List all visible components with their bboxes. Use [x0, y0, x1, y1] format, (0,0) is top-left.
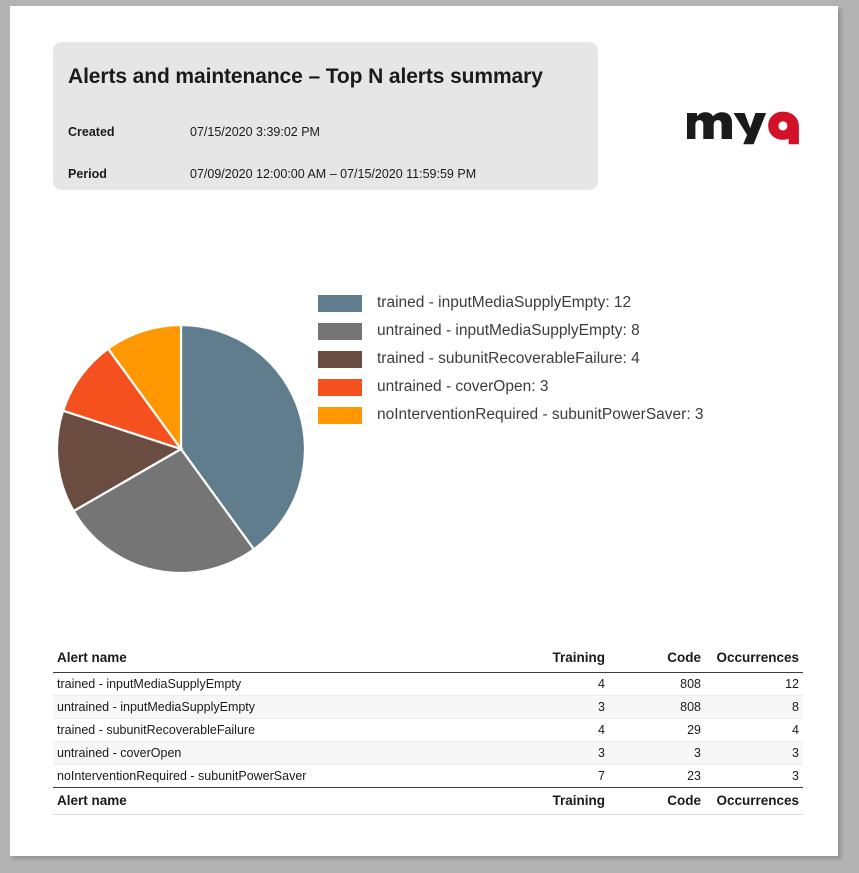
- legend-item[interactable]: [318, 373, 704, 401]
- period-value: 07/09/2020 12:00:00 AM – 07/15/2020 11:59:59 PM: [190, 167, 477, 181]
- report-header-card: [53, 42, 598, 190]
- table-row[interactable]: [53, 741, 803, 764]
- legend-swatch: [318, 323, 362, 340]
- page-title: Alerts and maintenance – Top N alerts summary: [68, 65, 543, 88]
- pie-chart[interactable]: [56, 324, 306, 574]
- cell-occurrences: 12: [785, 676, 799, 691]
- pie-chart-svg[interactable]: [56, 324, 306, 574]
- cell-code: 808: [680, 699, 701, 714]
- table-header-row: [53, 646, 803, 672]
- legend-swatch: [318, 351, 362, 368]
- cell-alert-name: untrained - coverOpen: [57, 745, 182, 760]
- table-footer-row: [53, 787, 803, 814]
- table-row[interactable]: [53, 718, 803, 741]
- table-row[interactable]: [53, 764, 803, 787]
- created-row: [68, 125, 588, 139]
- cell-occurrences: 3: [792, 745, 799, 760]
- cell-training: 3: [598, 699, 605, 714]
- table-row[interactable]: [53, 695, 803, 718]
- cell-alert-name: untrained - inputMediaSupplyEmpty: [57, 699, 256, 714]
- cell-training: 4: [598, 676, 605, 691]
- table-row[interactable]: [53, 672, 803, 695]
- legend-swatch: [318, 295, 362, 312]
- legend-label: trained - inputMediaSupplyEmpty: 12: [377, 294, 632, 311]
- legend-label: untrained - inputMediaSupplyEmpty: 8: [377, 322, 640, 339]
- legend-label: trained - subunitRecoverableFailure: 4: [377, 350, 640, 367]
- cell-code: 3: [694, 745, 701, 760]
- cell-alert-name: noInterventionRequired - subunitPowerSaver: [57, 768, 307, 783]
- cell-occurrences: 4: [792, 722, 799, 737]
- cell-alert-name: trained - inputMediaSupplyEmpty: [57, 676, 242, 691]
- alerts-table: [53, 646, 803, 815]
- chart-legend: [318, 289, 704, 429]
- legend-label: untrained - coverOpen: 3: [377, 378, 549, 395]
- period-label: Period: [68, 167, 107, 181]
- myq-logo-icon: [685, 99, 805, 145]
- created-value: 07/15/2020 3:39:02 PM: [190, 125, 320, 139]
- cell-training: 4: [598, 722, 605, 737]
- column-header-training[interactable]: Training: [513, 646, 609, 672]
- cell-occurrences: 3: [792, 768, 799, 783]
- cell-training: 7: [598, 768, 605, 783]
- cell-training: 3: [598, 745, 605, 760]
- column-header-alert-name[interactable]: Alert name: [53, 646, 513, 672]
- legend-item[interactable]: [318, 345, 704, 373]
- legend-item[interactable]: [318, 289, 704, 317]
- table-header: [53, 646, 803, 672]
- report-page: [10, 6, 838, 856]
- legend-item[interactable]: [318, 317, 704, 345]
- table-footer: [53, 787, 803, 814]
- column-header-code[interactable]: Code: [609, 646, 705, 672]
- created-label: Created: [68, 125, 115, 139]
- table-body: [53, 672, 803, 787]
- cell-code: 23: [687, 768, 701, 783]
- legend-swatch: [318, 407, 362, 424]
- legend-label: noInterventionRequired - subunitPowerSaver: 3: [377, 406, 704, 423]
- myq-logo: [685, 99, 805, 145]
- legend-item[interactable]: [318, 401, 704, 429]
- column-header-occurrences[interactable]: Occurrences: [705, 646, 803, 672]
- period-row: [68, 167, 588, 181]
- column-footer-code: Code: [609, 787, 705, 814]
- cell-code: 29: [687, 722, 701, 737]
- cell-alert-name: trained - subunitRecoverableFailure: [57, 722, 256, 737]
- cell-code: 808: [680, 676, 701, 691]
- legend-swatch: [318, 379, 362, 396]
- column-footer-occurrences: Occurrences: [705, 787, 803, 814]
- column-footer-alert-name: Alert name: [53, 787, 513, 814]
- column-footer-training: Training: [513, 787, 609, 814]
- cell-occurrences: 8: [792, 699, 799, 714]
